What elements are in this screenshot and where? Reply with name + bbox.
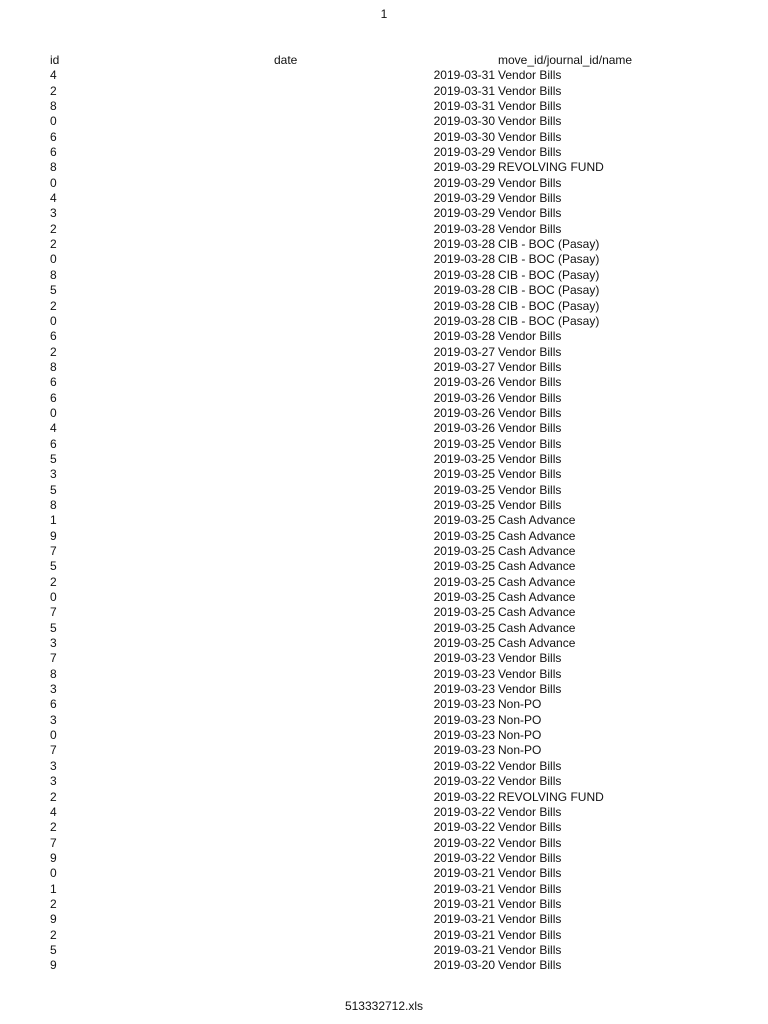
cell-journal-name: REVOLVING FUND [498,789,604,804]
table-row [0,160,768,175]
cell-date: 2019-03-23 [433,743,495,758]
cell-date: 2019-03-29 [433,160,495,175]
table-row [0,928,768,943]
cell-journal-name: Vendor Bills [498,436,562,451]
cell-journal-name: CIB - BOC (Pasay) [498,252,600,267]
cell-id: 6 [50,436,57,451]
table-row [0,252,768,267]
page-number: 1 [380,7,388,21]
cell-date: 2019-03-28 [433,329,495,344]
cell-id: 4 [50,191,57,206]
cell-journal-name: Vendor Bills [498,850,562,865]
spreadsheet-table [0,53,768,974]
cell-journal-name: Vendor Bills [498,774,562,789]
cell-journal-name: Vendor Bills [498,666,562,681]
file-name-footer: 513332712.xls [344,999,424,1013]
cell-journal-name: Cash Advance [498,590,576,605]
cell-date: 2019-03-25 [433,513,495,528]
cell-journal-name: Vendor Bills [498,482,562,497]
cell-id: 5 [50,451,57,466]
table-row [0,360,768,375]
cell-date: 2019-03-28 [433,298,495,313]
cell-date: 2019-03-26 [433,421,495,436]
table-row [0,421,768,436]
cell-journal-name: Vendor Bills [498,866,562,881]
cell-journal-name: Vendor Bills [498,129,562,144]
cell-date: 2019-03-22 [433,820,495,835]
cell-journal-name: Vendor Bills [498,329,562,344]
cell-id: 0 [50,114,57,129]
cell-date: 2019-03-20 [433,958,495,973]
cell-journal-name: REVOLVING FUND [498,160,604,175]
cell-id: 3 [50,636,57,651]
cell-id: 9 [50,958,57,973]
table-row [0,590,768,605]
cell-date: 2019-03-25 [433,467,495,482]
cell-date: 2019-03-25 [433,497,495,512]
cell-id: 3 [50,467,57,482]
table-row [0,437,768,452]
cell-id: 4 [50,68,57,83]
table-row [0,559,768,574]
cell-id: 7 [50,835,57,850]
cell-date: 2019-03-25 [433,482,495,497]
cell-id: 5 [50,482,57,497]
cell-date: 2019-03-25 [433,436,495,451]
table-row [0,237,768,252]
cell-id: 8 [50,267,57,282]
table-row [0,805,768,820]
cell-journal-name: Vendor Bills [498,145,562,160]
cell-id: 2 [50,927,57,942]
cell-date: 2019-03-21 [433,927,495,942]
cell-date: 2019-03-22 [433,804,495,819]
table-row [0,912,768,927]
cell-id: 0 [50,866,57,881]
cell-id: 7 [50,651,57,666]
cell-journal-name: Vendor Bills [498,359,562,374]
cell-id: 2 [50,237,57,252]
cell-journal-name: Vendor Bills [498,390,562,405]
cell-date: 2019-03-25 [433,620,495,635]
cell-journal-name: Cash Advance [498,544,576,558]
cell-id: 5 [50,559,57,574]
cell-journal-name: Vendor Bills [498,835,562,850]
table-row [0,958,768,973]
cell-journal-name: Cash Advance [498,620,576,635]
cell-journal-name: Vendor Bills [498,68,562,83]
cell-id: 2 [50,896,57,911]
cell-journal-name: Cash Advance [498,636,576,651]
cell-id: 6 [50,375,57,390]
cell-id: 7 [50,544,57,558]
cell-journal-name: Cash Advance [498,513,576,528]
cell-journal-name: Vendor Bills [498,682,562,697]
table-row [0,467,768,482]
cell-date: 2019-03-31 [433,68,495,83]
table-row [0,68,768,83]
cell-date: 2019-03-30 [433,114,495,129]
cell-id: 2 [50,221,57,236]
table-row [0,743,768,758]
cell-id: 2 [50,820,57,835]
cell-date: 2019-03-22 [433,758,495,773]
cell-date: 2019-03-30 [433,129,495,144]
cell-id: 0 [50,728,57,743]
cell-id: 2 [50,344,57,359]
cell-id: 9 [50,528,57,543]
cell-date: 2019-03-23 [433,682,495,697]
cell-date: 2019-03-21 [433,881,495,896]
cell-journal-name: Vendor Bills [498,191,562,206]
cell-journal-name: CIB - BOC (Pasay) [498,267,600,282]
table-row [0,375,768,390]
cell-date: 2019-03-21 [433,942,495,957]
table-row [0,667,768,682]
cell-journal-name: Vendor Bills [498,896,562,911]
cell-id: 0 [50,252,57,267]
cell-id: 3 [50,712,57,727]
cell-journal-name: Vendor Bills [498,804,562,819]
cell-date: 2019-03-28 [433,283,495,298]
cell-journal-name: CIB - BOC (Pasay) [498,298,600,313]
cell-journal-name: Vendor Bills [498,206,562,221]
cell-id: 1 [50,881,57,896]
table-row [0,283,768,298]
table-row [0,191,768,206]
table-row [0,759,768,774]
cell-journal-name: Vendor Bills [498,942,562,957]
cell-id: 6 [50,329,57,344]
table-row [0,636,768,651]
table-row [0,176,768,191]
table-row [0,575,768,590]
cell-date: 2019-03-27 [433,344,495,359]
cell-date: 2019-03-25 [433,544,495,558]
cell-id: 6 [50,129,57,144]
cell-date: 2019-03-22 [433,850,495,865]
table-row [0,329,768,344]
cell-date: 2019-03-29 [433,175,495,190]
cell-id: 4 [50,421,57,436]
table-row [0,544,768,559]
table-row [0,851,768,866]
table-row [0,651,768,666]
table-row [0,897,768,912]
column-header-date: date [274,53,298,67]
cell-id: 1 [50,513,57,528]
cell-date: 2019-03-21 [433,896,495,911]
cell-id: 9 [50,912,57,927]
cell-date: 2019-03-23 [433,712,495,727]
table-row [0,452,768,467]
cell-journal-name: Cash Advance [498,605,576,620]
cell-id: 8 [50,99,57,114]
cell-date: 2019-03-26 [433,390,495,405]
cell-id: 3 [50,774,57,789]
cell-id: 3 [50,682,57,697]
cell-id: 8 [50,497,57,512]
cell-date: 2019-03-25 [433,574,495,589]
cell-journal-name: Vendor Bills [498,344,562,359]
cell-journal-name: Vendor Bills [498,405,562,420]
cell-journal-name: Non-PO [498,712,542,727]
cell-id: 3 [50,758,57,773]
cell-journal-name: Vendor Bills [498,497,562,512]
table-row [0,820,768,835]
table-row [0,391,768,406]
cell-journal-name: Vendor Bills [498,375,562,390]
table-row [0,268,768,283]
cell-journal-name: Vendor Bills [498,175,562,190]
table-header-row [0,53,768,68]
cell-date: 2019-03-25 [433,528,495,543]
cell-id: 4 [50,804,57,819]
cell-date: 2019-03-31 [433,83,495,98]
table-row [0,222,768,237]
cell-date: 2019-03-23 [433,728,495,743]
table-row [0,314,768,329]
cell-id: 8 [50,160,57,175]
table-body [0,68,768,973]
cell-date: 2019-03-22 [433,835,495,850]
table-row [0,99,768,114]
cell-date: 2019-03-22 [433,774,495,789]
cell-journal-name: Vendor Bills [498,114,562,129]
table-row [0,728,768,743]
table-row [0,130,768,145]
cell-journal-name: Vendor Bills [498,83,562,98]
cell-date: 2019-03-25 [433,636,495,651]
cell-journal-name: Cash Advance [498,528,576,543]
cell-journal-name: Vendor Bills [498,99,562,114]
cell-id: 0 [50,590,57,605]
cell-date: 2019-03-23 [433,697,495,712]
table-row [0,145,768,160]
table-row [0,866,768,881]
cell-journal-name: Vendor Bills [498,958,562,973]
table-row [0,345,768,360]
table-row [0,774,768,789]
cell-journal-name: CIB - BOC (Pasay) [498,283,600,298]
cell-date: 2019-03-25 [433,451,495,466]
cell-journal-name: Vendor Bills [498,927,562,942]
cell-id: 6 [50,390,57,405]
cell-journal-name: Vendor Bills [498,651,562,666]
cell-date: 2019-03-25 [433,605,495,620]
cell-id: 2 [50,789,57,804]
cell-id: 2 [50,83,57,98]
cell-id: 2 [50,298,57,313]
cell-id: 5 [50,942,57,957]
cell-journal-name: Cash Advance [498,559,576,574]
column-header-id: id [50,53,60,67]
table-row [0,621,768,636]
cell-date: 2019-03-26 [433,375,495,390]
cell-journal-name: Vendor Bills [498,881,562,896]
table-row [0,697,768,712]
cell-id: 3 [50,206,57,221]
cell-journal-name: Non-PO [498,743,542,758]
table-row [0,84,768,99]
cell-id: 0 [50,313,57,328]
column-header-journal-name: move_id/journal_id/name [498,53,633,67]
cell-journal-name: Vendor Bills [498,421,562,436]
cell-journal-name: Vendor Bills [498,221,562,236]
table-row [0,406,768,421]
cell-date: 2019-03-29 [433,206,495,221]
table-row [0,682,768,697]
cell-date: 2019-03-23 [433,666,495,681]
cell-id: 2 [50,574,57,589]
table-row [0,713,768,728]
cell-date: 2019-03-28 [433,267,495,282]
cell-date: 2019-03-25 [433,590,495,605]
cell-date: 2019-03-22 [433,789,495,804]
cell-id: 6 [50,145,57,160]
cell-date: 2019-03-28 [433,221,495,236]
cell-journal-name: Vendor Bills [498,758,562,773]
cell-id: 9 [50,850,57,865]
cell-date: 2019-03-28 [433,237,495,252]
table-row [0,882,768,897]
cell-journal-name: Vendor Bills [498,467,562,482]
cell-date: 2019-03-29 [433,145,495,160]
cell-journal-name: Non-PO [498,728,542,743]
table-row [0,114,768,129]
cell-id: 8 [50,666,57,681]
cell-journal-name: Non-PO [498,697,542,712]
cell-id: 7 [50,743,57,758]
table-row [0,498,768,513]
cell-date: 2019-03-21 [433,866,495,881]
cell-journal-name: CIB - BOC (Pasay) [498,237,600,252]
table-row [0,943,768,958]
cell-date: 2019-03-28 [433,252,495,267]
cell-id: 0 [50,405,57,420]
cell-id: 5 [50,283,57,298]
cell-id: 7 [50,605,57,620]
table-row [0,206,768,221]
cell-date: 2019-03-28 [433,313,495,328]
cell-journal-name: Cash Advance [498,574,576,589]
cell-journal-name: Vendor Bills [498,820,562,835]
cell-date: 2019-03-23 [433,651,495,666]
cell-id: 5 [50,620,57,635]
cell-journal-name: Vendor Bills [498,451,562,466]
cell-id: 6 [50,697,57,712]
table-row [0,529,768,544]
cell-date: 2019-03-25 [433,559,495,574]
cell-date: 2019-03-29 [433,191,495,206]
cell-id: 0 [50,175,57,190]
cell-date: 2019-03-31 [433,99,495,114]
table-row [0,483,768,498]
cell-journal-name: Vendor Bills [498,912,562,927]
cell-date: 2019-03-21 [433,912,495,927]
table-row [0,836,768,851]
cell-date: 2019-03-26 [433,405,495,420]
table-row [0,299,768,314]
table-row [0,790,768,805]
table-row [0,605,768,620]
table-row [0,513,768,528]
cell-journal-name: CIB - BOC (Pasay) [498,313,600,328]
cell-date: 2019-03-27 [433,359,495,374]
cell-id: 8 [50,359,57,374]
